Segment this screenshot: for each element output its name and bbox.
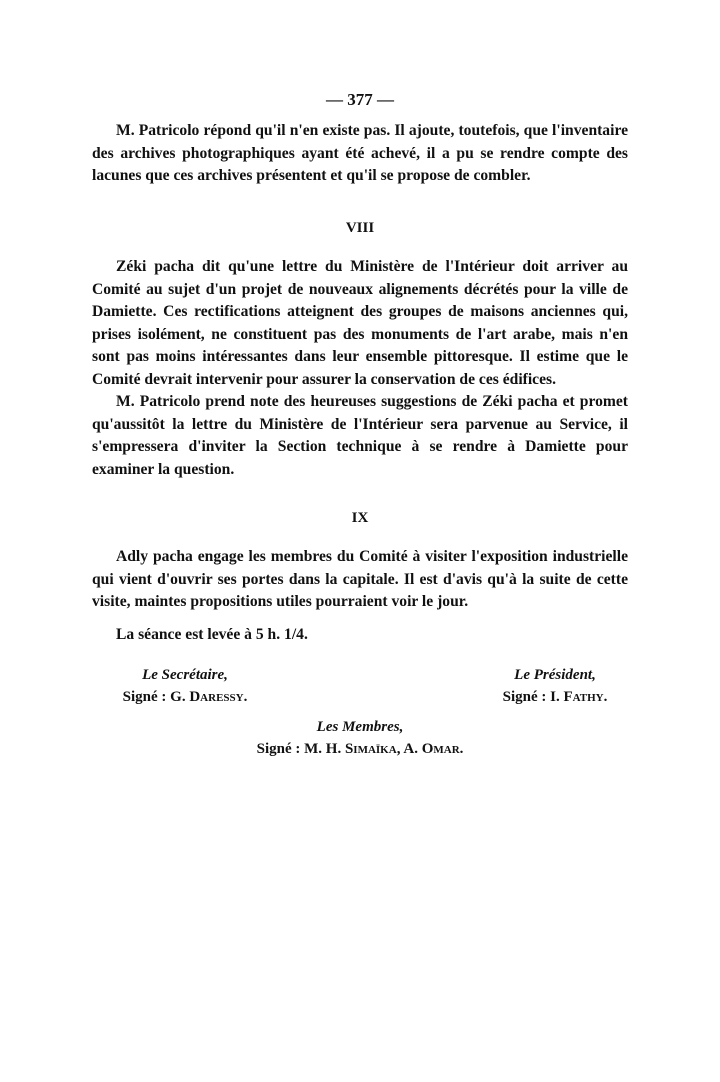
- paragraph: M. Patricolo prend note des heureuses suggestions de Zéki pacha et promet qu'aussitôt la lettre du Ministère de l'Intérieur sera parvenue au Service, il s'empressera d'inviter la Section technique à se rendre à Damiette pour examiner la question.: [92, 393, 628, 478]
- secretary-signature: [110, 664, 260, 708]
- member-name-2: Omar: [421, 741, 460, 757]
- paragraph: M. Patricolo répond qu'il n'en existe pas. Il ajoute, toutefois, que l'inventaire des archives photographiques ayant été achevé, il a pu se rendre compte des lacunes que ces archives présentent et qu'il se propose de combler.: [92, 122, 628, 184]
- secretary-role: Le Secrétaire,: [142, 667, 228, 683]
- secretary-name: Daressy: [189, 689, 244, 705]
- opening-paragraph-block: [92, 120, 628, 188]
- section-viii-body: [92, 256, 628, 481]
- president-signature: [480, 664, 630, 708]
- closing-line: La séance est levée à 5 h. 1/4.: [116, 625, 308, 643]
- member-name-1: Simaïka: [344, 741, 397, 757]
- page-number: — 377 —: [326, 90, 394, 109]
- president-role: Le Président,: [514, 667, 596, 683]
- paragraph: Zéki pacha dit qu'une lettre du Ministère de l'Intérieur doit arriver au Comité au sujet d'un projet de nouveaux alignements décrétés pour la ville de Damiette. Ces rectifications atteignent des groupes de maisons anciennes qui, prises isolément, ne constituent pas des monuments de l'art arabe, mais n'en sont pas moins intéressantes dans leur ensemble pittoresque. Il estime que le Comité devrait intervenir pour assurer la conservation de ces édifices.: [92, 258, 628, 388]
- members-signed: Signé : M. H. Simaïka, A. Omar.: [256, 741, 464, 757]
- president-name: Fathy: [563, 689, 604, 705]
- members-signature: [230, 716, 490, 760]
- section-heading-ix: IX: [351, 510, 369, 526]
- secretary-signed: Signé : G. Daressy.: [122, 689, 248, 705]
- section-heading-viii: VIII: [345, 220, 375, 236]
- section-ix-body: [92, 546, 628, 646]
- members-role: Les Membres,: [316, 719, 404, 735]
- paragraph: Adly pacha engage les membres du Comité à visiter l'exposition industrielle qui vient d'ouvrir ses portes dans la capitale. Il est d'avis qu'à la suite de cette visite, maintes propositions utiles pourraient voir le jour.: [92, 548, 628, 610]
- president-signed: Signé : I. Fathy.: [502, 689, 608, 705]
